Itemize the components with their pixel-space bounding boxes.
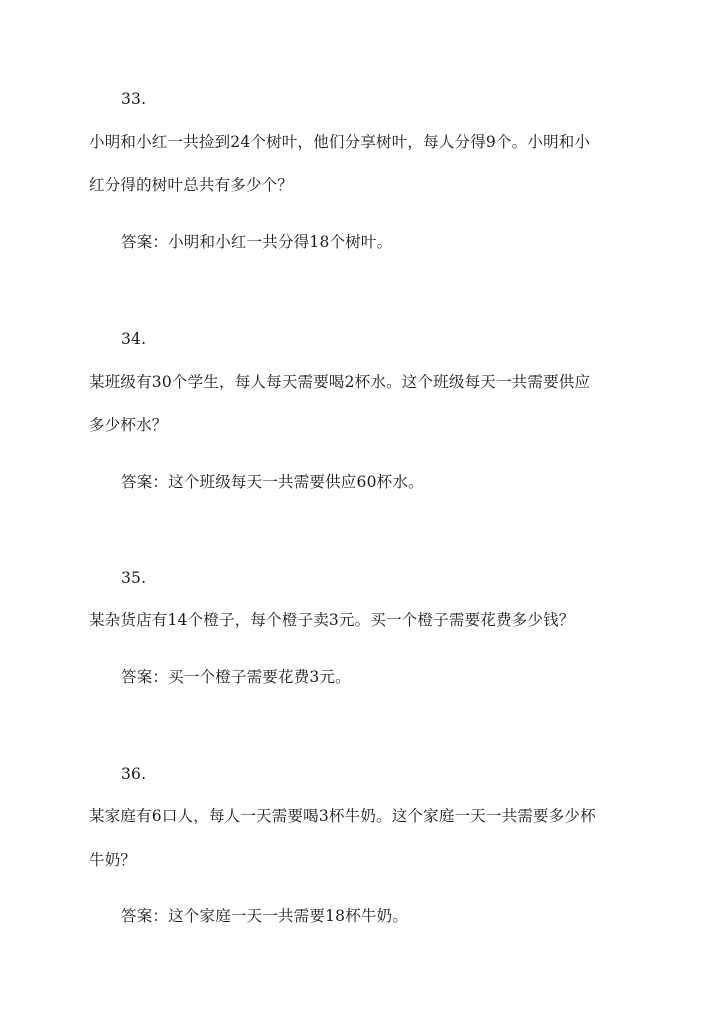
- answer-text: 答案：这个家庭一天一共需要18杯牛奶。: [121, 907, 409, 925]
- question-text-line: 某杂货店有14个橙子，每个橙子卖3元。买一个橙子需要花费多少钱？: [89, 611, 575, 629]
- question-text-line: 某班级有30个学生，每人每天需要喝2杯水。这个班级每天一共需要供应: [89, 373, 591, 391]
- answer-text: 答案：小明和小红一共分得18个树叶。: [121, 233, 393, 251]
- answer-text: 答案：买一个橙子需要花费3元。: [121, 668, 351, 686]
- question-number: 35.: [121, 569, 147, 587]
- question-number: 34.: [121, 330, 147, 348]
- question-text-line: 多少杯水？: [89, 416, 168, 434]
- question-number: 36.: [121, 765, 147, 783]
- question-text-line: 小明和小红一共捡到24个树叶，他们分享树叶，每人分得9个。小明和小: [89, 133, 591, 151]
- question-number: 33.: [121, 90, 147, 108]
- question-text-line: 红分得的树叶总共有多少个？: [89, 176, 294, 194]
- question-text-line: 某家庭有6口人，每人一天需要喝3杯牛奶。这个家庭一天一共需要多少杯: [89, 807, 596, 825]
- answer-text: 答案：这个班级每天一共需要供应60杯水。: [121, 473, 424, 491]
- question-text-line: 牛奶？: [89, 851, 137, 869]
